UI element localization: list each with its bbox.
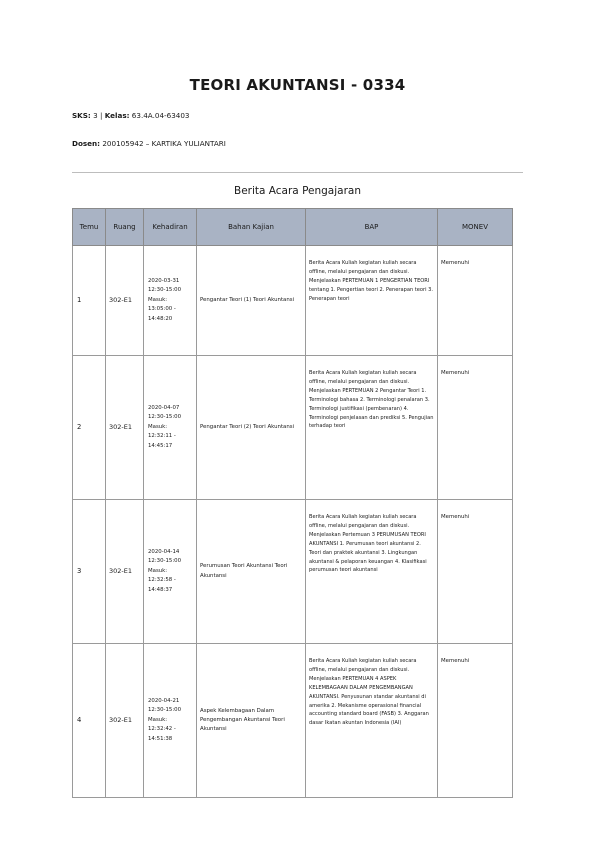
dosen-value: 200105942 – KARTIKA YULIANTARI (102, 139, 226, 148)
cell-monev: Memenuhi (438, 500, 513, 644)
divider (72, 172, 523, 173)
dosen-label: Dosen: (72, 139, 101, 148)
course-meta-line (72, 111, 189, 120)
cell-bap: Berita Acara Kuliah kegiatan kuliah secara offline, melalui pengajaran dan diskusi. Menjelaskan PERTEMUAN 4 ASPEK KELEMBAGAAN DALAM PENGEMBANGAN AKUNTANSI. Penyusunan standar akuntansi di amerika 2. Mekanisme operasional financial accounting standard board (FASB) 3. Anggaran dasar Ikatan akuntan Indonesia (IAI) (306, 644, 438, 798)
teaching-report-table (72, 208, 513, 798)
cell-monev: Memenuhi (438, 644, 513, 798)
kelas-label: Kelas: (104, 111, 130, 120)
cell-temu: 3 (73, 500, 106, 644)
table-row (73, 246, 513, 356)
cell-monev: Memenuhi (438, 356, 513, 500)
header-bahan-kajian: Bahan Kajian (197, 209, 306, 246)
cell-kehadiran: 2020-04-21 12:30-15:00 Masuk: 12:32:42 - 14:51:38 (144, 644, 197, 798)
cell-bahan-kajian: Pengantar Teori (1) Teori Akuntansi (197, 246, 306, 356)
sks-value: 3 (93, 111, 98, 120)
cell-temu: 1 (73, 246, 106, 356)
cell-bap: Berita Acara Kuliah kegiatan kuliah secara offline, melalui pengajaran dan diskusi. Menjelaskan PERTEMUAN 2 Pengantar Teori 1. Terminologi bahasa 2. Terminologi penalaran 3. Terminologi justifikasi (pembenaran) 4. Terminologi penjelasan dan prediksi 5. Pengujian terhadap teori (306, 356, 438, 500)
header-kehadiran: Kehadiran (144, 209, 197, 246)
cell-bahan-kajian: Perumusan Teori Akuntansi Teori Akuntansi (197, 500, 306, 644)
table-header-row (73, 209, 513, 246)
cell-bahan-kajian: Pengantar Teori (2) Teori Akuntansi (197, 356, 306, 500)
sks-label: SKS: (72, 111, 91, 120)
table-row (73, 500, 513, 644)
header-temu: Temu (73, 209, 106, 246)
cell-ruang: 302-E1 (106, 246, 144, 356)
header-monev: MONEV (438, 209, 513, 246)
cell-temu: 2 (73, 356, 106, 500)
cell-monev: Memenuhi (438, 246, 513, 356)
cell-temu: 4 (73, 644, 106, 798)
cell-ruang: 302-E1 (106, 356, 144, 500)
cell-bap: Berita Acara Kuliah kegiatan kuliah secara offline, melalui pengajaran dan diskusi. Menjelaskan Pertemuan 3 PERUMUSAN TEORI AKUNTANSI 1. Perumusan teori akuntansi 2. Teori dan praktek akuntansi 3. Lingkungan akuntansi & pelaporan keuangan 4. Klasifikasi perumusan teori akuntansi (306, 500, 438, 644)
table-row (73, 356, 513, 500)
section-title: Berita Acara Pengajaran (233, 185, 361, 197)
header-bap: BAP (306, 209, 438, 246)
cell-bahan-kajian: Aspek Kelembagaan Dalam Pengembangan Akuntansi Teori Akuntansi (197, 644, 306, 798)
lecturer-meta-line (72, 139, 226, 148)
cell-bap: Berita Acara Kuliah kegiatan kuliah secara offline, melalui pengajaran dan diskusi. Menjelaskan PERTEMUAN 1 PENGERTIAN TEORI tentang 1. Pengertian teori 2. Penerapan teori 3. Penerapan teori (306, 246, 438, 356)
cell-kehadiran: 2020-04-14 12:30-15:00 Masuk: 12:32:58 - 14:48:37 (144, 500, 197, 644)
meta-separator: | (99, 111, 103, 120)
cell-ruang: 302-E1 (106, 500, 144, 644)
header-ruang: Ruang (106, 209, 144, 246)
page-title: TEORI AKUNTANSI - 0334 (189, 76, 406, 94)
kelas-value: 63.4A.04-63403 (131, 111, 190, 120)
table-row (73, 644, 513, 798)
cell-kehadiran: 2020-04-07 12:30-15:00 Masuk: 12:32:11 - 14:45:17 (144, 356, 197, 500)
cell-kehadiran: 2020-03-31 12:30-15:00 Masuk: 13:05:00 - 14:48:20 (144, 246, 197, 356)
cell-ruang: 302-E1 (106, 644, 144, 798)
